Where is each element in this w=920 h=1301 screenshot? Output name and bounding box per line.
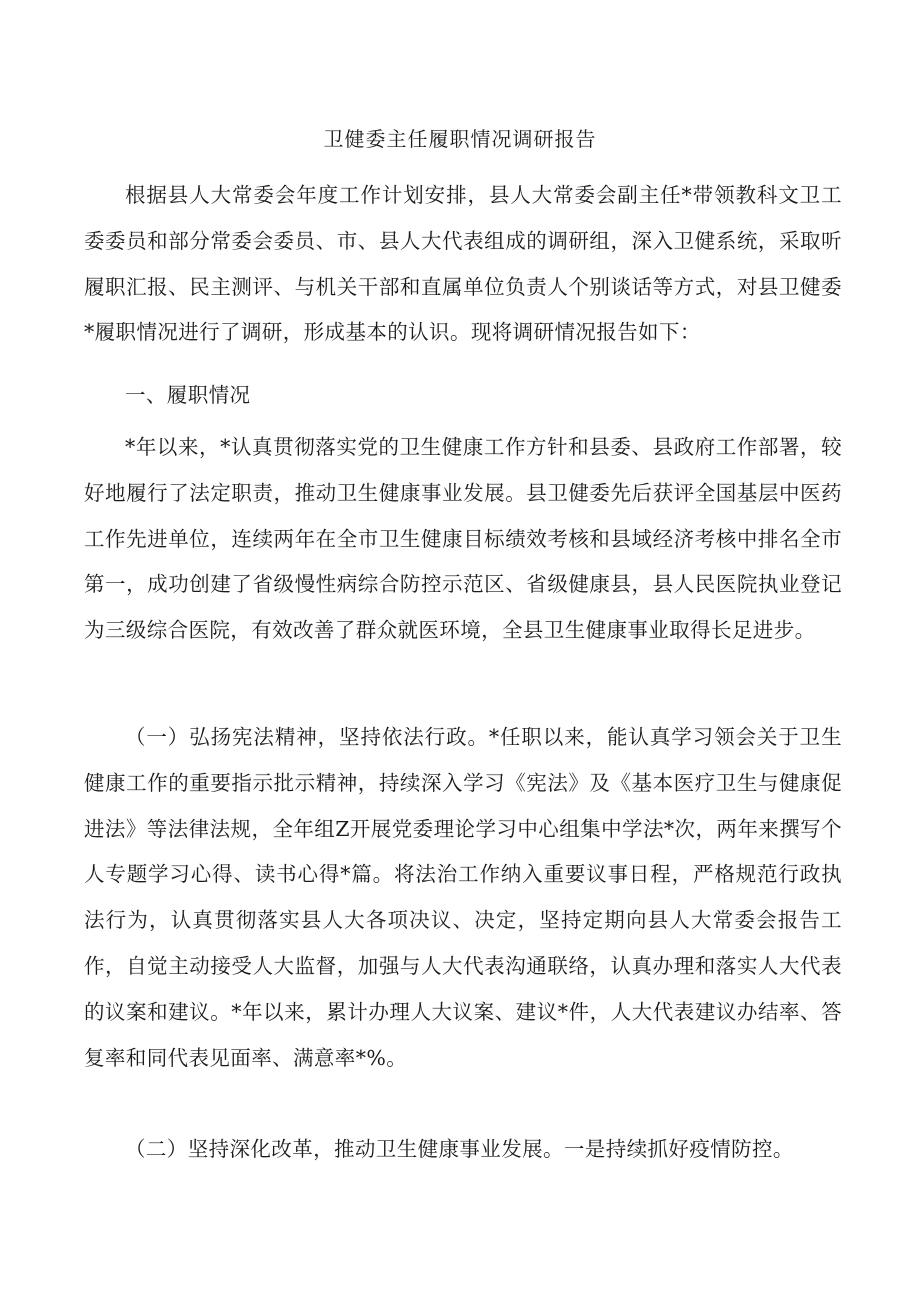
- document-title: 卫健委主任履职情况调研报告: [323, 127, 597, 151]
- subsection-reform-paragraph: （二）坚持深化改革，推动卫生健康事业发展。一是持续抓好疫情防控。: [125, 1137, 794, 1161]
- section-heading-performance: 一、履职情况: [125, 383, 251, 407]
- subsection-rule-of-law-paragraph: （一）弘扬宪法精神，坚持依法行政。*任职以来，能认真学习领会关于卫生健康工作的重要指示批示精神，持续深入学习《宪法》及《基本医疗卫生与健康促进法》等法律法规，全年组Z开展党委理论学习中心组集中学法*次，两年来撰写个人专题学习心得、读书心得*篇。将法治工作纳入重要议事日程，严格规范行政执法行为，认真贯彻落实县人大各项决议、决定，坚持定期向县人大常委会报告工作，自觉主动接受人大监督，加强与人大代表沟通联络，认真办理和落实人大代表的议案和建议。*年以来，累计办理人大议案、建议*件，人大代表建议办结率、答复率和同代表见面率、满意率*%。: [84, 725, 842, 1070]
- performance-paragraph: *年以来，*认真贯彻落实党的卫生健康工作方针和县委、县政府工作部署，较好地履行了法定职责，推动卫生健康事业发展。县卫健委先后获评全国基层中医药工作先进单位，连续两年在全市卫生健康目标绩效考核和县域经济考核中排名全市第一，成功创建了省级慢性病综合防控示范区、省级健康县，县人民医院执业登记为三级综合医院，有效改善了群众就医环境，全县卫生健康事业取得长足进步。: [84, 435, 842, 643]
- intro-paragraph: 根据县人大常委会年度工作计划安排，县人大常委会副主任*带领教科文卫工委委员和部分常委会委员、市、县人大代表组成的调研组，深入卫健系统，采取听履职汇报、民主测评、与机关干部和直属单位负责人个别谈话等方式，对县卫健委*履职情况进行了调研，形成基本的认识。现将调研情况报告如下：: [84, 183, 842, 345]
